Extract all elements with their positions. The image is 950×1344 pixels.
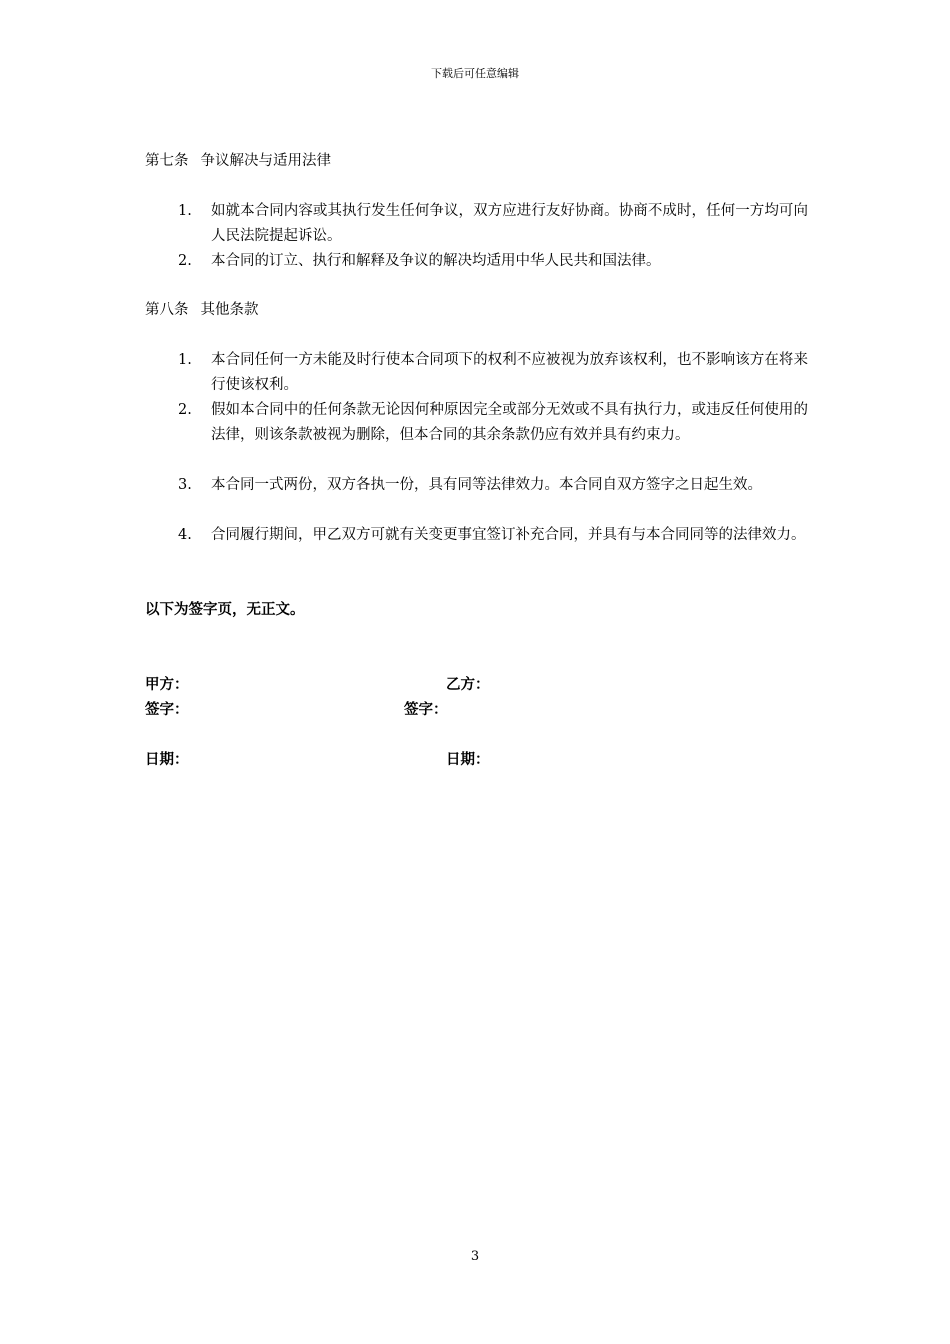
article-7-heading [145,151,331,171]
sign-a-label: 签字： [145,701,189,718]
list-item-text: 假如本合同中的任何条款无论因何种原因完全或部分无效或不具有执行力，或违反任何使用的法律，则该条款被视为删除，但本合同的其余条款仍应有效并具有约束力。 [211,402,808,443]
article-8-item-2 [178,398,808,448]
article-8-heading [145,300,259,320]
list-item-text: 本合同的订立、执行和解释及争议的解决均适用中华人民共和国法律。 [211,253,661,269]
list-item-text: 本合同任何一方未能及时行使本合同项下的权利不应被视为放弃该权利，也不影响该方在将来行使该权利。 [211,352,808,393]
signature-page-note: 以下为签字页，无正文。 [145,601,305,618]
article-7-number: 第七条 [145,153,189,169]
sign-b-label: 签字： [404,701,448,718]
article-8-title: 其他条款 [200,302,259,318]
list-item-text: 合同履行期间，甲乙双方可就有关变更事宜签订补充合同，并具有与本合同同等的法律效力。 [211,527,806,543]
date-a-label: 日期： [145,751,189,768]
page-number: 3 [470,1249,480,1264]
list-item-number: 1. [178,352,192,368]
party-a-label: 甲方： [145,676,189,693]
article-7-title: 争议解决与适用法律 [200,153,331,169]
article-8-item-3 [178,473,808,498]
list-item-number: 2. [178,253,192,269]
page-header: 下载后可任意编辑 [431,67,519,80]
list-item-number: 3. [178,477,192,493]
article-8-number: 第八条 [145,302,189,318]
date-b-label: 日期： [446,751,490,768]
article-7-item-1 [178,199,808,249]
article-7-item-2 [178,249,808,274]
list-item-text: 本合同一式两份，双方各执一份，具有同等法律效力。本合同自双方签字之日起生效。 [211,477,762,493]
party-b-label: 乙方： [446,676,490,693]
article-8-item-4 [178,523,808,548]
list-item-number: 1. [178,203,192,219]
list-item-text: 如就本合同内容或其执行发生任何争议，双方应进行友好协商。协商不成时，任何一方均可向人民法院提起诉讼。 [211,203,808,244]
list-item-number: 2. [178,402,192,418]
list-item-number: 4. [178,527,192,543]
article-8-item-1 [178,348,808,398]
